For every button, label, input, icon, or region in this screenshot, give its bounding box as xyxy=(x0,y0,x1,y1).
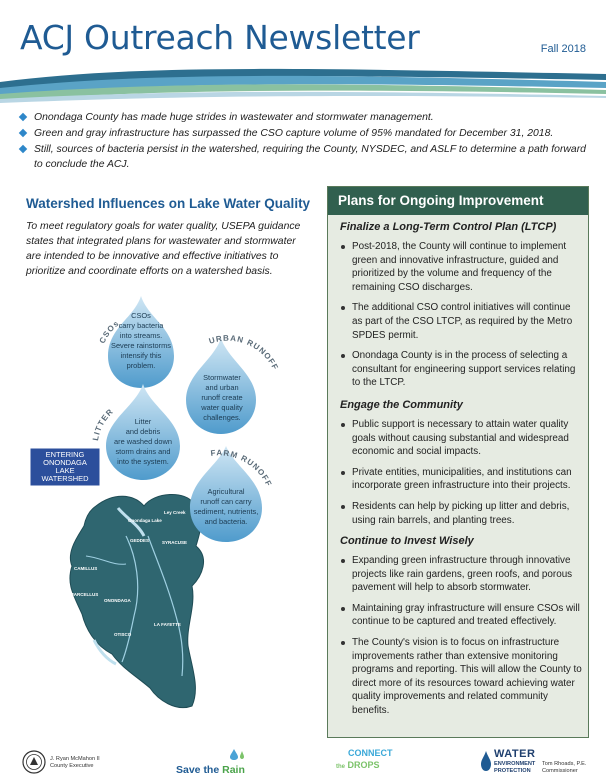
diamond-bullet-icon xyxy=(19,129,27,137)
svg-text:LAKE: LAKE xyxy=(55,466,75,475)
diamond-bullet-icon xyxy=(19,113,27,121)
plans-section-invest xyxy=(340,535,582,725)
raindrop-icon xyxy=(228,748,248,762)
connect-the-drops-logo: CONNECT the DROPS xyxy=(336,748,393,770)
svg-text:carry bacteria: carry bacteria xyxy=(118,321,164,330)
list-item: The County's vision is to focus on infrastructure improvements rather than extensive monitoring programs and reporting. This will allow the County to direct more of its resources toward achieving water quality improvements and related community benefits. xyxy=(340,636,582,718)
header-swoosh xyxy=(0,60,606,104)
bullet-icon xyxy=(341,354,345,358)
wep-logo: WATER ENVIRONMENT PROTECTION Tom Rhoads, P.E. Commissioner xyxy=(480,748,604,778)
section-heading: Continue to Invest Wisely xyxy=(340,535,474,547)
svg-text:and bacteria.: and bacteria. xyxy=(204,517,248,526)
map-label: MARCELLUS xyxy=(70,592,99,597)
svg-text:Stormwater: Stormwater xyxy=(203,373,241,382)
diamond-bullet-icon xyxy=(19,145,27,153)
county-executive-block: J. Ryan McMahon II County Executive xyxy=(22,748,132,778)
plans-section-community xyxy=(340,399,582,534)
bullet-icon xyxy=(341,471,345,475)
svg-text:ENTERING: ENTERING xyxy=(45,450,85,459)
svg-text:Agricultural: Agricultural xyxy=(207,487,245,496)
svg-text:Severe rainstorms: Severe rainstorms xyxy=(111,341,171,350)
drop-urban-runoff xyxy=(186,334,280,434)
summary-item: Green and gray infrastructure has surpassed the CSO capture volume of 95% mandated for December 31, 2018. xyxy=(20,126,595,141)
svg-text:runoff can carry: runoff can carry xyxy=(200,497,252,506)
watershed-section xyxy=(26,196,311,279)
map-label: SYRACUSE xyxy=(162,540,188,545)
list-item: The additional CSO control initiatives will continue as part of the CSO LTCP, as required by the Metro SPDES permit. xyxy=(340,301,582,342)
svg-text:and urban: and urban xyxy=(205,383,239,392)
bullet-icon xyxy=(341,306,345,310)
bullet-icon xyxy=(341,505,345,509)
list-item: Onondaga County is in the process of selecting a consultant for engineering support services relating to the LTCP. xyxy=(340,349,582,390)
summary-item: Onondaga County has made huge strides in wastewater and stormwater management. xyxy=(20,110,595,125)
list-item: Private entities, municipalities, and institutions can incorporate green infrastructure into their projects. xyxy=(340,466,582,493)
svg-text:storm drains and: storm drains and xyxy=(115,447,171,456)
svg-text:into streams.: into streams. xyxy=(119,331,163,340)
drop-label: CSOs xyxy=(97,318,122,345)
issue-date: Fall 2018 xyxy=(540,43,586,55)
watershed-map xyxy=(70,494,204,709)
map-label: CAMILLUS xyxy=(74,566,98,571)
plans-section-ltcp xyxy=(340,221,582,397)
list-item: Maintaining gray infrastructure will ensure CSOs will continue to be captured and treated effectively. xyxy=(340,602,582,629)
drop-label: FARM RUNOFF xyxy=(210,448,274,489)
svg-text:into the system.: into the system. xyxy=(117,457,169,466)
svg-text:intensify this: intensify this xyxy=(120,351,162,360)
map-label: Ley Creek xyxy=(164,510,186,515)
svg-text:CSOs: CSOs xyxy=(131,311,151,320)
section-heading: Finalize a Long-Term Control Plan (LTCP) xyxy=(340,221,557,233)
map-label: Onondaga Lake xyxy=(128,518,162,523)
svg-text:problem.: problem. xyxy=(126,361,156,370)
svg-text:WATERSHED: WATERSHED xyxy=(41,474,89,483)
bullet-icon xyxy=(341,607,345,611)
list-item: Residents can help by picking up litter and debris, using rain barrels, and planting trees. xyxy=(340,500,582,527)
svg-text:Litter: Litter xyxy=(134,417,152,426)
map-label: GEDDES xyxy=(130,538,150,543)
svg-text:runoff create: runoff create xyxy=(201,393,243,402)
list-item: Post-2018, the County will continue to implement green and innovative infrastructure, guided and prioritized by the volume and frequency of the remaining CSO discharges. xyxy=(340,240,582,294)
bullet-icon xyxy=(341,245,345,249)
newsletter-title: ACJ Outreach Newsletter xyxy=(20,18,420,57)
watershed-heading: Watershed Influences on Lake Water Quality xyxy=(26,196,311,211)
plans-panel xyxy=(327,186,589,738)
svg-text:and debris: and debris xyxy=(125,427,161,436)
map-label: OTISCO xyxy=(114,632,132,637)
watershed-intro: To meet regulatory goals for water quality, USEPA guidance states that integrated plans for wastewater and stormwater are intended to be innovative and effective initiatives to prioritize and coordinate efforts on a watershed basis. xyxy=(26,221,301,277)
plans-heading: Plans for Ongoing Improvement xyxy=(328,187,588,215)
svg-text:ONONDAGA: ONONDAGA xyxy=(43,458,87,467)
bullet-icon xyxy=(341,423,345,427)
section-heading: Engage the Community xyxy=(340,399,463,411)
county-seal-icon xyxy=(22,750,46,774)
svg-text:water quality: water quality xyxy=(201,403,243,412)
drop-label: URBAN RUNOFF xyxy=(207,333,281,372)
map-label: ONONDAGA xyxy=(104,598,131,603)
map-label: LA FAYETTE xyxy=(154,622,181,627)
drop-farm-runoff xyxy=(190,446,274,542)
svg-text:sediment, nutrients,: sediment, nutrients, xyxy=(193,507,259,516)
footer xyxy=(0,748,606,784)
drop-label: LITTER xyxy=(91,406,116,442)
water-drop-icon xyxy=(480,750,492,772)
list-item: Expanding green infrastructure through innovative projects like rain gardens, green roofs, and porous pavement will help to absorb stormwater. xyxy=(340,554,582,595)
summary-list xyxy=(20,110,595,173)
summary-item: Still, sources of bacteria persist in the watershed, requiring the County, NYSDEC, and ASLF to determine a path forward to conclude the ACJ. xyxy=(20,142,595,172)
bullet-icon xyxy=(341,641,345,645)
entering-watershed-sign xyxy=(30,448,100,486)
svg-text:are washed down: are washed down xyxy=(114,437,172,446)
map-label: TULLY xyxy=(152,704,167,709)
list-item: Public support is necessary to attain water quality goals without causing substantial and widespread economic and social impacts. xyxy=(340,418,582,459)
save-the-rain-logo: Save the Rain xyxy=(176,748,256,778)
drop-litter xyxy=(91,384,180,480)
svg-text:challenges.: challenges. xyxy=(203,413,241,422)
drop-csos xyxy=(98,296,174,388)
watershed-infographic xyxy=(26,296,316,726)
bullet-icon xyxy=(341,559,345,563)
